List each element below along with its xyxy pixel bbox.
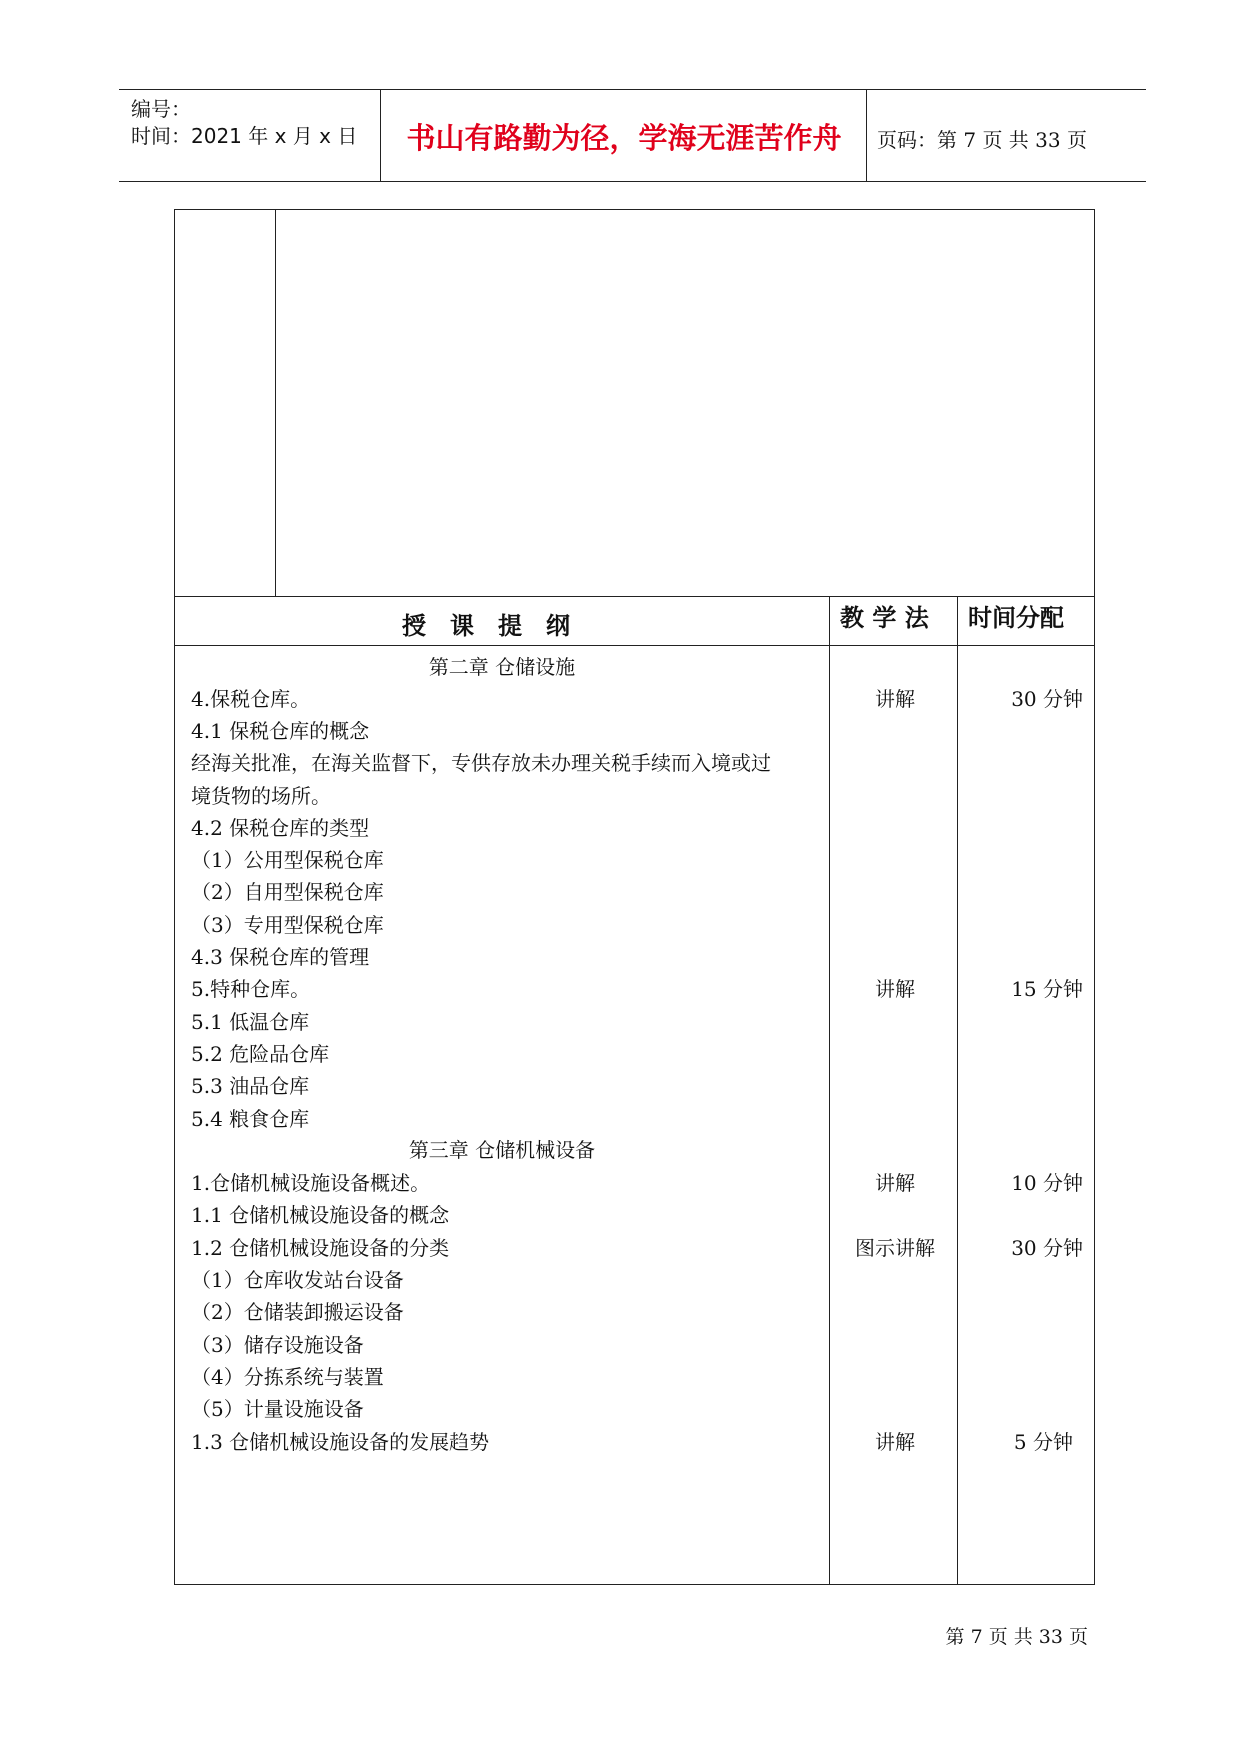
outline-line: 5.4 粮食仓库 [191,1107,310,1131]
header-divider-right [866,89,867,181]
header-divider-left [380,89,381,181]
time-cell: 30 分钟 [1011,687,1083,711]
method-cell: 图示讲解 [855,1236,935,1260]
method-cell: 讲解 [875,1171,915,1195]
outline-line: 5.3 油品仓库 [191,1074,310,1098]
outline-line: （3）专用型保税仓库 [191,913,384,937]
column-header-outline: 授 课 提 纲 [402,611,570,640]
top-left-cell-divider [275,209,276,596]
outline-line: 4.保税仓库。 [191,687,311,711]
time-cell: 5 分钟 [1013,1430,1073,1454]
method-cell: 讲解 [875,977,915,1001]
chapter-3-title: 第三章 仓储机械设备 [408,1138,596,1162]
outline-line: 1.2 仓储机械设施设备的分类 [191,1236,450,1260]
outline-line: （5）计量设施设备 [191,1397,364,1421]
chapter-2-title: 第二章 仓储设施 [428,655,576,679]
header-motto: 书山有路勤为径，学海无涯苦作舟 [406,121,842,155]
outline-line: 4.3 保税仓库的管理 [191,945,370,969]
outline-line: 4.1 保税仓库的概念 [191,719,370,743]
outline-line: 境货物的场所。 [191,784,331,808]
header-number-label: 编号： [131,97,191,121]
outline-line: 5.特种仓库。 [191,977,311,1001]
header-time-label: 时间：2021 年 x 月 x 日 [131,124,358,148]
outline-line: 1.仓储机械设施设备概述。 [191,1171,431,1195]
outline-line: 1.3 仓储机械设施设备的发展趋势 [191,1430,490,1454]
header-page-label: 页码：第 7 页 共 33 页 [877,128,1087,152]
time-cell: 15 分钟 [1011,977,1083,1001]
outline-line: 5.1 低温仓库 [191,1010,310,1034]
outline-line: （2）自用型保税仓库 [191,880,384,904]
column-header-time: 时间分配 [968,603,1064,632]
outline-line: 4.2 保税仓库的类型 [191,816,370,840]
header-bottom-rule [119,181,1146,182]
time-cell: 30 分钟 [1011,1236,1083,1260]
method-cell: 讲解 [875,1430,915,1454]
footer-page-label: 第 7 页 共 33 页 [945,1626,1088,1648]
header-top-rule [119,89,1146,90]
column-header-method: 教 学 法 [840,603,929,632]
time-cell: 10 分钟 [1011,1171,1083,1195]
outline-line: 1.1 仓储机械设施设备的概念 [191,1203,450,1227]
outline-line: （3）储存设施设备 [191,1333,364,1357]
method-cell: 讲解 [875,687,915,711]
outline-line: （2）仓储装卸搬运设备 [191,1300,404,1324]
outline-line: （1）仓库收发站台设备 [191,1268,404,1292]
outline-line: 5.2 危险品仓库 [191,1042,330,1066]
outline-line: （1）公用型保税仓库 [191,848,384,872]
outline-line: （4）分拣系统与装置 [191,1365,384,1389]
outline-line: 经海关批准，在海关监督下，专供存放未办理关税手续而入境或过 [191,751,771,775]
